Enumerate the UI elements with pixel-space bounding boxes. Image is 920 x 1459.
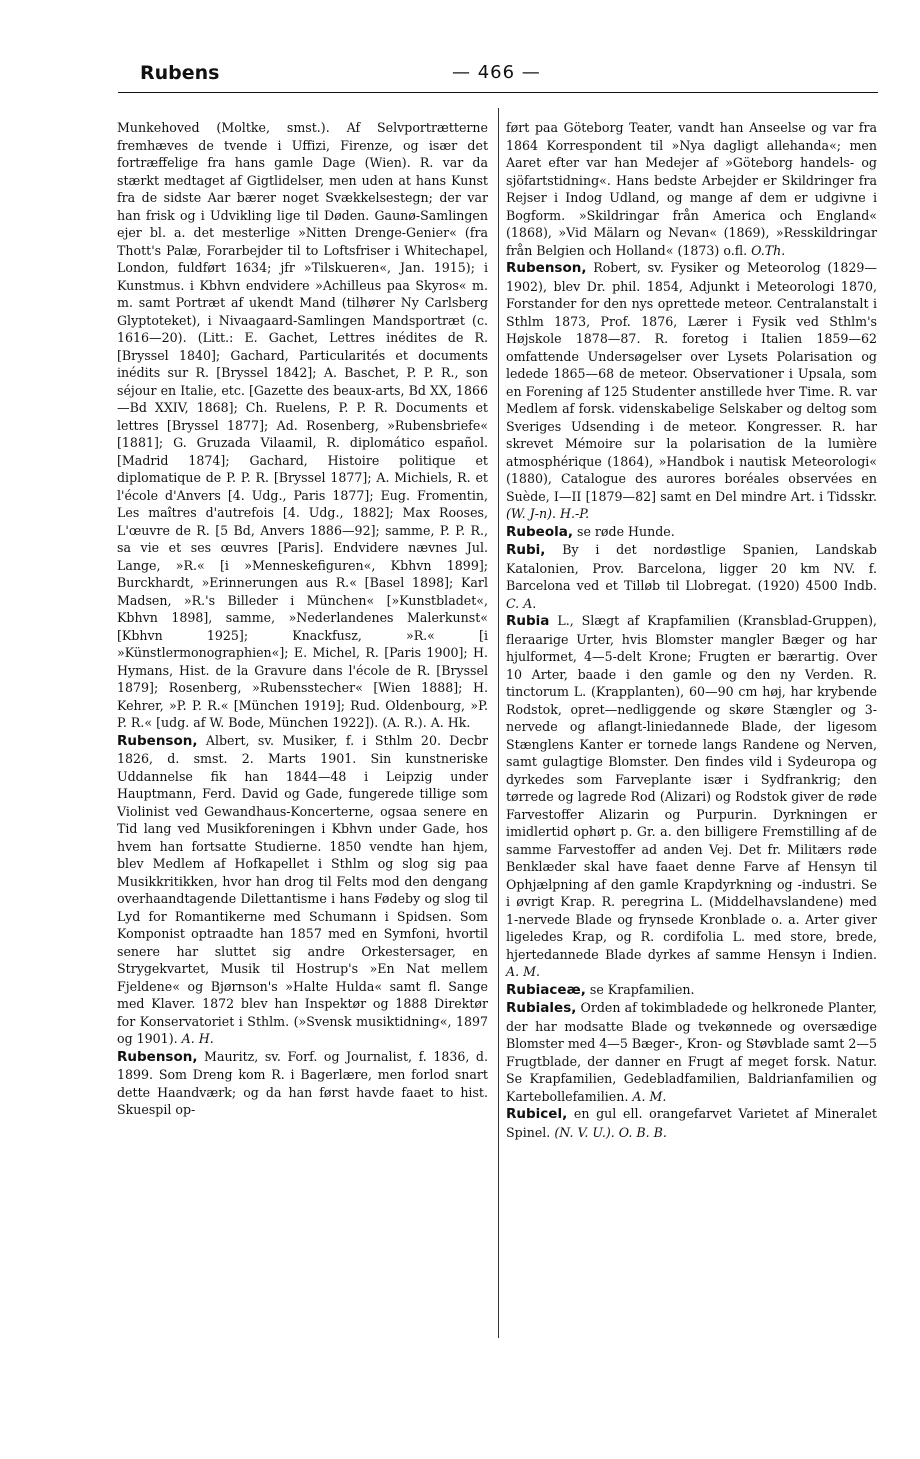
entry-text: se røde Hunde. (576, 523, 675, 539)
entry-headword: Rubiales, (506, 1000, 577, 1016)
entry-text: Mauritz, sv. Forf. og Journalist, f. 1836, d. 1899. Som Dreng kom R. i Bagerlære, men forlod snart dette Haandværk; og da han først havde faaet to hist. Skuespil op- (117, 1048, 488, 1117)
right-column (506, 119, 877, 1141)
entry-headword: Rubeola, (506, 523, 573, 540)
entry-signature: C. A. (506, 595, 537, 611)
entry-headword: Rubenson, (506, 260, 587, 276)
entry-signature: (W. J-n). H.-P. (506, 506, 590, 521)
entry-text: se Krapfamilien. (589, 981, 695, 997)
left-column (117, 119, 488, 1119)
entry-signature: A. M. (632, 1088, 667, 1104)
entry-text: Orden af tokimbladede og helkronede Planter, der har modsatte Blade og tvekønnede og oversædige Blomster med 4—5 Bæger-, Kron- og Støvblade samt 2—5 Frugtblade, der danner en Frugt af meget forsk. Natur. Se Krapfamilien, Gedebladfamilien, Baldrianfamilien og Kartebollefamilien. (506, 1000, 877, 1104)
column-divider (498, 108, 499, 1338)
entry-headword: Rubenson, (117, 1048, 198, 1065)
entry-rubiaceae (506, 981, 877, 1000)
entry-rubia (506, 612, 877, 981)
entry-signature: (N. V. U.). O. B. B. (554, 1124, 667, 1140)
article-continuation: Munkehoved (Moltke, smst.). Af Selvportrætterne fremhæves de tvende i Uffizi, Firenze, og især det fortræffelige fra hans gamle Dage (Wien). R. var da stærkt medtaget af Gigtlidelser, men uden at hans Kunst fra de sidste Aar bærer noget Svækkelsestegn; der var han frisk og i Udvikling lige til Døden. Gaunø-Samlingen ejer bl. a. det mesterlige »Nitten Drenge-Genier« (fra Thott's Palæ, Forarbejder til to Loftsfriser i Whitechapel, London, fuldført 1634; jfr »Tilskueren«, Jan. 1915); i Kunstmus. i Kbhvn endvidere »Achilleus paa Skyros« m. m. samt Portræt af ukendt Mand (tilhører Ny Carlsberg Glyptoteket), i Nivaagaard-Samlingen Mandsportræt (c. 1616—20). (Litt.: E. Gachet, Lettres inédites de R. [Bryssel 1840]; Gachard, Particularités et documents inédits sur R. [Bryssel 1842]; A. Baschet, P. P. R., son séjour en Italie, etc. [Gazette des beaux-arts, Bd XX, 1866—Bd XXIV, 1868]; Ch. Ruelens, P. P. R. Documents et lettres [Bryssel 1877]; Ad. Rosenberg, »Rubensbriefe« [1881]; G. Gruzada Vilaamil, R. diplomático español. [Madrid 1874]; Gachard, Histoire politique et diplomatique de P. P. R. [Bryssel 1877]; A. Michiels, R. et l'école d'Anvers [4. Udg., Paris 1877]; Eug. Fromentin, Les maîtres d'autrefois [4. Udg., 1882]; Max Rooses, L'œuvre de R. [5 Bd, Anvers 1886—92]; samme, P. P. R., sa vie et ses œuvres [Paris]. Endvidere nævnes Jul. Lange, »R.« [i »Menneskefiguren«, Kbhvn 1899]; Burckhardt, »Erinnerungen aus R.« [Basel 1898]; Karl Madsen, »R.'s Billeder i München« [»Kunstbladet«, Kbhvn 1898], samme, »Nederlandenes Malerkunst« [Kbhvn 1925]; Knackfusz, »R.« [i »Künstlermonographien«]; E. Michel, R. [Paris 1900]; H. Hymans, Hist. de la Gravure dans l'école de R. [Bryssel 1879]; Rosenberg, »Rubensstecher« [Wien 1888]; H. Kehrer, »P. P. R.« [München 1919]; Rud. Oldenbourg, »P. P. R.« [udg. af W. Bode, München 1922]). (A. R.). A. Hk. (117, 120, 488, 730)
entry-rubicel (506, 1105, 877, 1141)
entry-signature: A. H. (181, 1031, 214, 1046)
entry-text: L., Slægt af Krapfamilien (Kransblad-Gruppen), fleraarige Urter, hvis Blomster mangler Bæger og har hjulformet, 4—5-delt Krone; Frugten er bærагtig. Over 10 Arter, baade i den gamle og den ny Verden. R. tinctorum L. (Krapplanten), 60—90 cm høj, har krybende Rodstok, opret—nedliggende og skøre Stængler og 3-nervede og aflangt-liniedannede Blade, der ligesom Stænglens Kanter er tornede langs Randene og Nerven, samt gulagtige Blomster. Den findes vild i Sydeuropa og dyrkedes som Farveplante især i Sydfrankrig; den tørrede og lagrede Rod (Alizari) og Rodstok giver de røde Farvestoffer Alizarin og Purpurin. Dyrkningen er imidlertid ophørt p. Gr. a. den billigere Fremstilling af de samme Farvestoffer ad anden Vej. Det fr. Militærs røde Benklæder skal have faaet denne Farve af Hensyn til Ophjælpning af den gamle Krapdyrkning og -industri. Se i øvrigt Krap. R. peregrina L. (Middelhavslandene) med 1-nervede Blade og frynsede Kronblade o. a. Arter giver ligeledes Krap, og R. cordifolia L. med store, brede, hjertedannede Blade dyrkes af samme Hensyn i Indien. (506, 613, 877, 962)
entry-text: en gul ell. orangefarvet Varietet af Mineralet Spinel. (506, 1106, 877, 1140)
entry-text: By i det nordøstlige Spanien, Landskab Katalonien, Prov. Barcelona, ligger 20 km NV. f. Barcelona ved et Tilløb til Llobregat. (1920) 4500 Indb. (506, 542, 877, 593)
entry-continuation (506, 119, 877, 259)
entry-headword: Rubiaceæ, (506, 981, 586, 998)
entry-headword: Rubi, (506, 542, 546, 558)
entry-rubiales (506, 999, 877, 1105)
running-head-title: Rubens (140, 62, 220, 84)
entry-signature: O.Th. (751, 242, 786, 258)
entry-signature: A. M. (506, 964, 540, 979)
entry-text: ført paa Göteborg Teater, vandt han Anseelse og var fra 1864 Korrespondent til »Nya dagligt allehanda«; men Aaret efter var han Medejer af »Göteborg handels- og sjöfartstidning«. Hans bedste Arbejder er Skildringer fra Rejser i Indog Udland, og mange af dem er udgivne i Bogform. »Skildringar från America och England« (1868), »Vid Mälarn og Nevan« (1869), »Resskildringar från Belgien och Holland« (1873) o.fl. (506, 120, 877, 258)
entry-rubenson-robert (506, 259, 877, 523)
entry-headword: Rubicel, (506, 1106, 568, 1122)
page-number: — 466 — (452, 62, 541, 83)
entry-rubenson-mauritz (117, 1048, 488, 1119)
entry-rubeola (506, 523, 877, 542)
entry-rubi (506, 541, 877, 612)
entry-text: Robert, sv. Fysiker og Meteorolog (1829—1902), blev Dr. phil. 1854, Adjunkt i Meteorologi 1870, Forstander for den nys oprettede meteor. Centralanstalt i Sthlm 1873, Prof. 1876, Lærer i Fysik ved Sthlm's Højskole 1878—87. R. foretog i Italien 1859—62 omfattende Undersøgelser over Lysets Polarisation og ledede 1865—68 de meteor. Observationer i Upsala, som en Forening af 125 Studenter anstillede hver Time. R. var Medlem af forsk. videnskabelige Selskaber og deltog som Sveriges Udsending i de meteor. Kongresser. R. har skrevet Mémoire sur la polarisation de la lumière atmosphérique (1864), »Handbok i nautisk Meteorologi« (1880), Catalogue des aurores boréales observées en Suède, I—II [1879—82] samt en Del mindre Art. i Tidsskr. (506, 260, 877, 504)
entry-headword: Rubia (506, 613, 550, 629)
header-rule (118, 92, 878, 93)
entry-text: Albert, sv. Musiker, f. i Sthlm 20. Decbr 1826, d. smst. 2. Marts 1901. Sin kunstneriske Uddannelse fik han 1844—48 i Leipzig under Hauptmann, Ferd. David og Gade, fungerede tillige som Violinist ved Gewandhaus-Koncerterne, ogsaa senere en Tid lang ved Musikforeningen i Kbhvn under Gade, hos hvem han fortsatte Studierne. 1850 vendte han hjem, blev Medlem af Hofkapellet i Sthlm og slog sig paa Musikkritikken, hvor han drog til Felts mod den dengang overhaandtagende Dilettantisme i hans Fødeby og slog til Lyd for Romantikerne med Schumann i Spidsen. Som Komponist optraadte han 1857 med en Symfoni, hvortil senere har sluttet sig andre Orkestersager, en Strygekvartet, Musik til Hostrup's »En Nat mellem Fjeldene« og Bjørnson's »Halte Hulda« samt fl. Sange med Klaver. 1872 blev han Inspektør og 1888 Direktør for Konservatoriet i Sthlm. (»Svensk musiktidning«, 1897 og 1901). (117, 732, 488, 1046)
entry-headword: Rubenson, (117, 732, 198, 749)
entry-rubenson-albert (117, 732, 488, 1048)
